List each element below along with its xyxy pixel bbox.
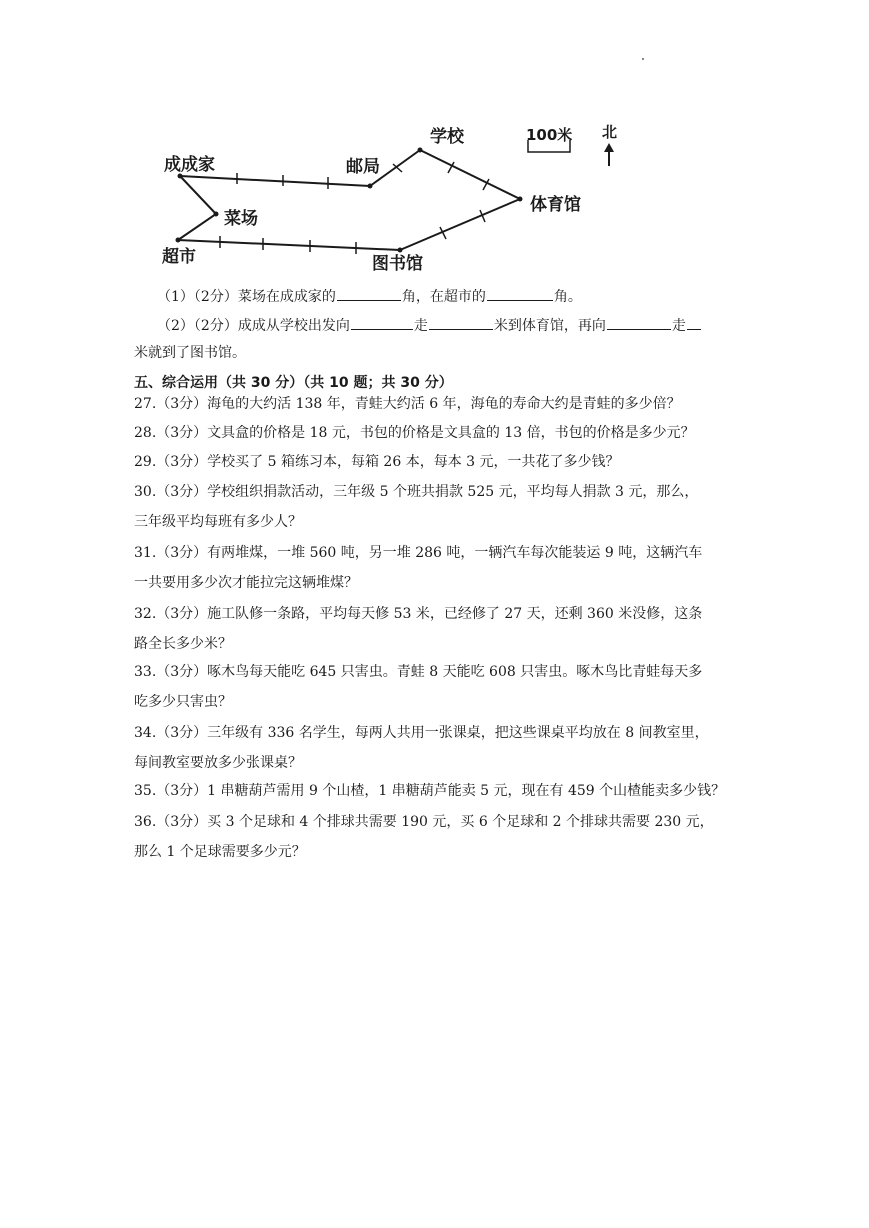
label-gym: 体育馆 (530, 195, 581, 215)
question-30 (134, 481, 739, 533)
question-28 (134, 422, 739, 444)
path-home-veg-market (178, 176, 216, 240)
q1-mid: 角，在超市的 (401, 289, 486, 305)
path-market-library (178, 240, 400, 250)
question-31 (134, 542, 739, 594)
question-34 (134, 722, 739, 774)
q2-blank-3[interactable] (607, 313, 671, 330)
label-post-office: 邮局 (346, 157, 380, 177)
q1-prefix: （1）（2分）菜场在成成家的 (157, 289, 336, 305)
question-text: 36.（3分）买 3 个足球和 4 个排球共需要 190 元，买 6 个足球和 2 个排球共需要 230 元， (134, 814, 714, 830)
path-school-gym (420, 150, 520, 199)
question-text: 33.（3分）啄木鸟每天能吃 645 只害虫。青蛙 8 天能吃 608 只害虫。啄木鸟比青蛙每天多 (134, 664, 703, 680)
q2-walk-2: 走 (671, 318, 686, 334)
question-32 (134, 603, 739, 655)
question-35 (134, 780, 739, 802)
question-text-cont: 每间教室要放多少张课桌？ (134, 755, 302, 771)
q1-blank-1[interactable] (337, 284, 401, 301)
question-text-cont: 三年级平均每班有多少人？ (134, 514, 302, 530)
question-text: 31.（3分）有两堆煤，一堆 560 吨，另一堆 286 吨，一辆汽车每次能装运 9 吨，这辆汽车 (134, 545, 703, 561)
question-33 (134, 661, 739, 713)
question-text-cont: 一共要用多少次才能拉完这辆堆煤？ (134, 575, 358, 591)
q1-blank-2[interactable] (487, 284, 553, 301)
question-text: 28.（3分）文具盒的价格是 18 元，书包的价格是文具盒的 13 倍，书包的价格是多少元？ (134, 425, 695, 441)
q2-walk-1: 走 (413, 318, 428, 334)
label-supermarket: 超市 (162, 247, 196, 267)
label-north: 北 (602, 123, 618, 141)
sub-question-2 (157, 313, 747, 337)
q2-line-2: 米就到了图书馆。 (134, 345, 246, 361)
north-arrow (604, 143, 614, 166)
q2-p3: 米到体育馆，再向 (493, 318, 606, 334)
question-36 (134, 811, 739, 863)
label-vegetable-market: 菜场 (224, 209, 258, 229)
section-title: 五、综合运用（共 30 分）（共 10 题；共 30 分） (134, 375, 453, 391)
label-chengcheng-home: 成成家 (164, 155, 215, 175)
question-text: 29.（3分）学校买了 5 箱练习本，每箱 26 本，每本 3 元，一共花了多少钱？ (134, 454, 620, 470)
question-27 (134, 393, 739, 415)
q2-prefix: （2）（2分）成成从学校出发向 (157, 318, 350, 334)
question-text-cont: 吃多少只害虫？ (134, 694, 232, 710)
route-map (150, 112, 618, 282)
label-library: 图书馆 (372, 254, 423, 274)
question-text: 32.（3分）施工队修一条路，平均每天修 53 米，已经修了 27 天，还剩 360 米没修，这条 (134, 606, 703, 622)
question-text-cont: 路全长多少米？ (134, 636, 232, 652)
label-school: 学校 (430, 127, 464, 147)
question-text: 35.（3分）1 串糖葫芦需用 9 个山楂，1 串糖葫芦能卖 5 元，现在有 459 个山楂能卖多少钱？ (134, 783, 726, 799)
label-scale: 100米 (526, 126, 573, 144)
question-text: 27.（3分）海龟的大约活 138 年，青蛙大约活 6 年，海龟的寿命大约是青蛙的多少倍？ (134, 396, 681, 412)
sub-question-1 (157, 284, 762, 308)
page-dot (642, 58, 644, 60)
q2-blank-1[interactable] (351, 313, 413, 330)
question-text: 30.（3分）学校组织捐款活动，三年级 5 个班共捐款 525 元，平均每人捐款 3 元，那么， (134, 484, 699, 500)
question-text: 34.（3分）三年级有 336 名学生，每两人共用一张课桌，把这些课桌平均放在 8 间教室里， (134, 725, 709, 741)
question-29 (134, 451, 739, 473)
path-home-post (180, 176, 370, 186)
question-text-cont: 那么 1 个足球需要多少元？ (134, 844, 306, 860)
q1-suffix: 角。 (553, 289, 582, 305)
path-gym-library (400, 199, 520, 250)
q2-blank-2[interactable] (429, 313, 493, 330)
q2-blank-4[interactable] (687, 313, 701, 330)
